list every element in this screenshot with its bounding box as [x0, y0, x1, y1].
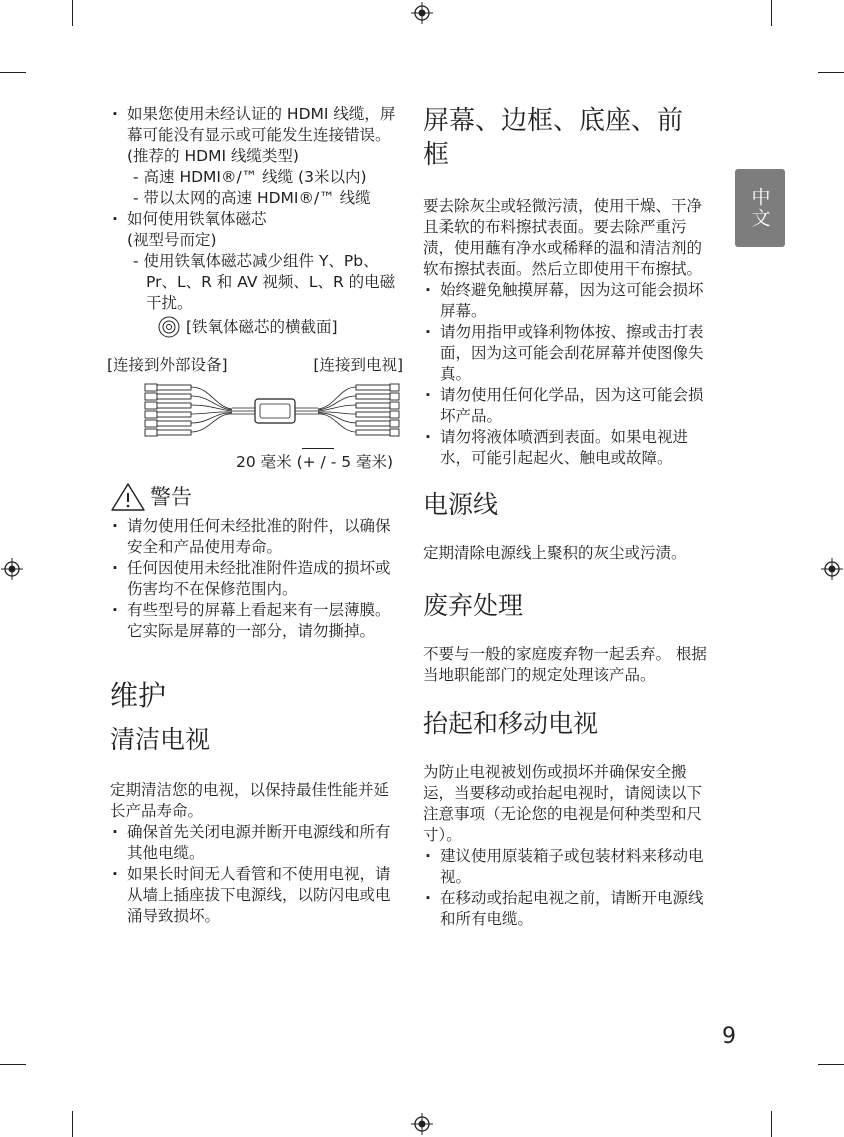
lifting-title: 抬起和移动电视 [423, 709, 599, 738]
screen-title: 屏幕、边框、底座、前框 [423, 106, 684, 170]
warning-list [110, 516, 400, 642]
ferrite-model-note: (视型号而定) [127, 231, 217, 249]
list-item: · 在移动或抬起电视之前，请断开电源线和所有电缆。 [423, 888, 708, 930]
ferrite-core [255, 399, 295, 423]
cross-section-label: [铁氧体磁芯的横截面] [186, 317, 338, 336]
lifting-list [423, 846, 708, 930]
list-item: · 请勿用指甲或锋利物体按、擦或击打表面，因为这可能会刮花屏幕并使图像失真。 [423, 322, 708, 385]
crop-mark [818, 72, 844, 73]
ferrite-bullet-text: 如何使用铁氧体磁芯 [127, 210, 267, 228]
cable-diagram-labels [107, 355, 403, 376]
power-cord-text: 定期清除电源线上聚积的灰尘或污渍。 [423, 544, 687, 562]
cleaning-intro: 定期清洁您的电视，以保持最佳性能并延长产品寿命。 [110, 781, 390, 820]
ferrite-instruction: - 使用铁氧体磁芯减少组件 Y、Pb、Pr、L、R 和 AV 视频、L、R 的电磁干扰。 [133, 252, 396, 312]
distance-line [302, 448, 334, 449]
list-item: · 请勿将液体喷洒到表面。如果电视进水，可能引起起火、触电或故障。 [423, 427, 708, 469]
crop-mark [771, 0, 772, 26]
warning-title: 警告 [150, 484, 192, 509]
registration-mark-icon [411, 2, 433, 24]
language-tab [735, 169, 785, 247]
warning-icon [110, 482, 146, 512]
right-column [423, 104, 708, 930]
list-item: · 有些型号的屏幕上看起来有一层薄膜。 它实际是屏幕的一部分，请勿撕掉。 [110, 600, 400, 642]
hdmi-type-2: - 带以太网的高速 HDMI®/™ 线缆 [133, 189, 371, 207]
left-column [107, 104, 403, 927]
screen-list [423, 280, 708, 469]
registration-mark-icon [1, 558, 23, 580]
disposal-title: 废弃处理 [423, 591, 524, 620]
page-number: 9 [722, 1024, 736, 1049]
label-connect-tv: [连接到电视] [313, 356, 403, 374]
list-item: · 请勿使用任何未经批准的附件，以确保安全和产品使用寿命。 [110, 516, 400, 558]
power-cord-title: 电源线 [423, 490, 499, 519]
lifting-intro: 为防止电视被划伤或损坏并确保安全搬运，当要移动或抬起电视时，请阅读以下注意事项（无论您的电视是何种类型和尺寸）。 [423, 763, 703, 844]
distance-label: 20 毫米 (+ / - 5 毫米) [236, 453, 394, 471]
list-item [110, 209, 400, 230]
distance-marker [110, 440, 400, 474]
hdmi-bullet-text: 如果您使用未经认证的 HDMI 线缆，屏幕可能没有显示或可能发生连接错误。(推荐的 HDMI 线缆类型) [127, 105, 396, 165]
crop-mark [0, 72, 26, 73]
language-tab-label: 中文 [748, 187, 771, 229]
ferrite-cross-section-caption [110, 316, 400, 338]
disposal-text: 不要与一般的家庭废弃物一起丢弃。 根据当地职能部门的规定处理该产品。 [423, 645, 707, 684]
list-item [110, 104, 400, 209]
list-item: · 请勿使用任何化学品，因为这可能会损坏产品。 [423, 385, 708, 427]
crop-mark [72, 1111, 73, 1137]
crop-mark [72, 0, 73, 26]
screen-intro: 要去除灰尘或轻微污渍，使用干燥、干净且柔软的布料擦拭表面。要去除严重污渍，使用蘸有净水或稀释的温和清洁剂的软布擦拭表面。然后立即使用干布擦拭。 [423, 197, 703, 278]
crop-mark [818, 1064, 844, 1065]
left-connectors [145, 384, 191, 436]
warning-heading [110, 482, 400, 512]
ferrite-core-icon [158, 316, 180, 338]
cable-ferrite-diagram [110, 380, 400, 440]
hdmi-list [110, 104, 400, 230]
list-item: · 任何因使用未经批准附件造成的损坏或伤害均不在保修范围内。 [110, 558, 400, 600]
registration-mark-icon [411, 1113, 433, 1135]
label-external-device: [连接到外部设备] [107, 356, 228, 374]
crop-mark [771, 1111, 772, 1137]
list-item: · 建议使用原装箱子或包装材料来移动电视。 [423, 846, 708, 888]
list-item: · 如果长时间无人看管和不使用电视，请从墙上插座拔下电源线，以防闪电或电涌导致损坏。 [110, 864, 400, 927]
list-item: · 确保首先关闭电源并断开电源线和所有其他电缆。 [110, 822, 400, 864]
hdmi-type-1: - 高速 HDMI®/™ 线缆 (3米以内) [133, 168, 367, 186]
crop-mark [0, 1064, 26, 1065]
right-connectors [356, 384, 399, 436]
registration-mark-icon [821, 558, 843, 580]
cleaning-list [110, 822, 400, 927]
maintenance-title: 维护 [110, 679, 167, 712]
cleaning-title: 清洁电视 [110, 725, 211, 754]
list-item: · 始终避免触摸屏幕，因为这可能会损坏屏幕。 [423, 280, 708, 322]
